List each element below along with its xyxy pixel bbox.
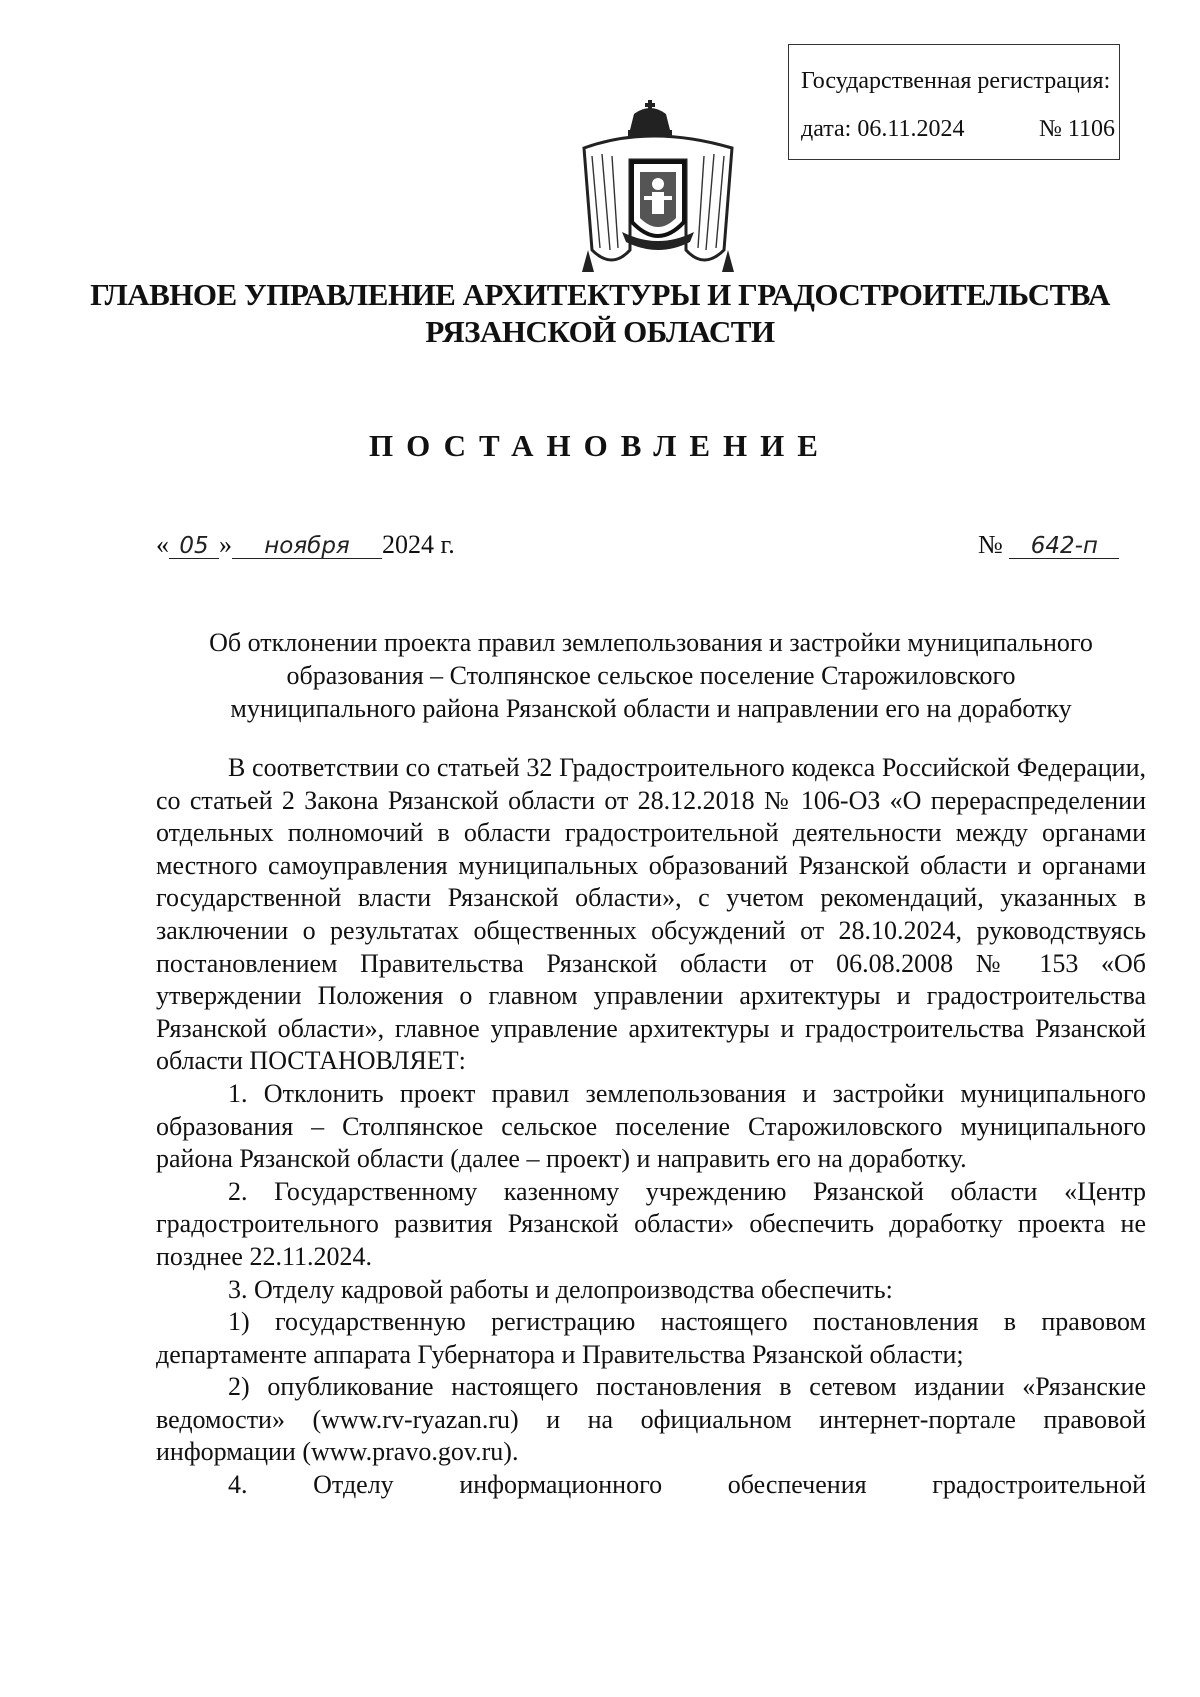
registration-stamp xyxy=(788,44,1120,160)
subject-line: образования – Столпянское сельское поселение Старожиловского xyxy=(286,661,1016,690)
item-4-paragraph: 4. Отделу информационного обеспечения градостроительной xyxy=(228,1470,1146,1500)
quote-open: « xyxy=(156,530,169,559)
document-subject xyxy=(156,626,1146,725)
subject-line: муниципального района Рязанской области и направлении его на доработку xyxy=(230,694,1072,723)
decree-number xyxy=(978,530,1119,560)
document-body xyxy=(156,752,1146,1502)
item-2-paragraph: 2. Государственному казенному учреждению Рязанской области «Центр градостроительного развития Рязанской области» обеспечить доработку проекта не позднее 22.11.2024. xyxy=(156,1176,1146,1271)
number-label: № xyxy=(978,530,1003,559)
subject-line: Об отклонении проекта правил землепользования и застройки муниципального xyxy=(209,628,1093,657)
registration-number: № 1106 xyxy=(1039,116,1116,142)
decree-month: ноября xyxy=(232,534,382,559)
document-type-heading: ПОСТАНОВЛЕНИЕ xyxy=(369,428,831,463)
organization-region: РЯЗАНСКОЙ ОБЛАСТИ xyxy=(425,314,775,349)
item-3-2-paragraph: 2) опубликование настоящего постановления в сетевом издании «Рязанские ведомости» (www.rv-ryazan.ru) и на официальном интернет-портале правовой информации (www.pravo.gov.ru). xyxy=(156,1372,1146,1467)
registration-title: Государственная регистрация: xyxy=(801,68,1111,94)
quote-close: » xyxy=(219,530,232,559)
coat-of-arms-icon xyxy=(574,100,742,276)
decree-day: 05 xyxy=(169,534,219,559)
decree-year: 2024 г. xyxy=(382,530,455,559)
registration-date: дата: 06.11.2024 xyxy=(801,116,965,142)
item-1-paragraph: 1. Отклонить проект правил землепользования и застройки муниципального образования – Столпянское сельское поселение Старожиловского муниципального района Рязанской области (далее – проект) и направить его на доработку. xyxy=(156,1078,1146,1174)
organization-title: ГЛАВНОЕ УПРАВЛЕНИЕ АРХИТЕКТУРЫ И ГРАДОСТРОИТЕЛЬСТВА xyxy=(90,277,1110,312)
item-3-1-paragraph: 1) государственную регистрацию настоящего постановления в правовом департаменте аппарата Губернатора и Правительства Рязанской области; xyxy=(156,1307,1146,1369)
decree-number-value: 642-п xyxy=(1009,534,1119,559)
decree-date xyxy=(156,530,455,560)
preamble-paragraph: В соответствии со статьей 32 Градостроительного кодекса Российской Федерации, со статьей 2 Закона Рязанской области от 28.12.2018 № 106-ОЗ «О перераспределении отдельных полномочий в области градостроительной деятельности между органами местного самоуправления муниципальных образований Рязанской области и органами государственной власти Рязанской области», с учетом рекомендаций, указанных в заключении о результатах общественных обсуждений от 28.10.2024, руководствуясь постановлением Правительства Рязанской области от 06.08.2008 № 153 «Об утверждении Положения о главном управлении архитектуры и градостроительства Рязанской области», главное управление архитектуры и градостроительства Рязанской области ПОСТАНОВЛЯЕТ: xyxy=(156,753,1146,1076)
item-3-paragraph: 3. Отделу кадровой работы и делопроизводства обеспечить: xyxy=(228,1274,893,1304)
